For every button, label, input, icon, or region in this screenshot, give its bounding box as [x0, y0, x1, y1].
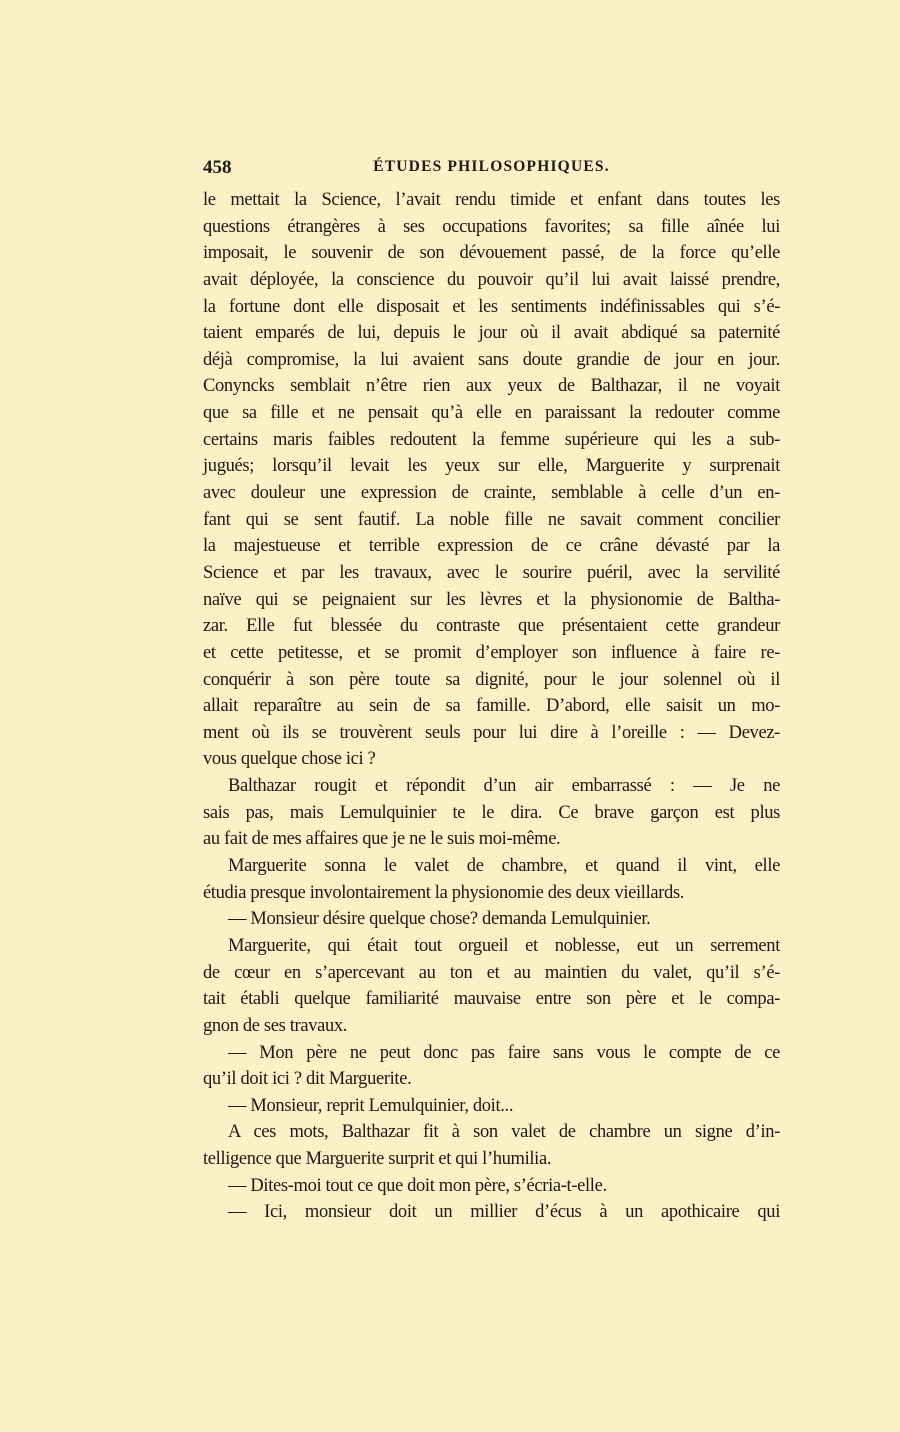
- text-line: que sa fille et ne pensait qu’à elle en paraissant la redouter comme: [203, 403, 780, 424]
- text-line: — Dites-moi tout ce que doit mon père, s’écria-t-elle.: [228, 1175, 607, 1196]
- running-header: [203, 157, 780, 183]
- text-line: et cette petitesse, et se promit d’employer son influence à faire re-: [203, 642, 780, 663]
- text-line: zar. Elle fut blessée du contraste que présentaient cette grandeur: [203, 616, 780, 637]
- page-number: 458: [203, 157, 232, 178]
- text-line: telligence que Marguerite surprit et qui l’humilia.: [203, 1149, 552, 1170]
- text-line: taient emparés de lui, depuis le jour où il avait abdiqué sa paternité: [203, 323, 780, 344]
- text-line: — Monsieur désire quelque chose? demanda Lemulquinier.: [228, 909, 651, 930]
- text-line: de cœur en s’apercevant au ton et au maintien du valet, qu’il s’é-: [203, 962, 780, 983]
- page-body-text: [203, 187, 780, 1226]
- text-line: la fortune dont elle disposait et les sentiments indéfinissables qui s’é-: [203, 296, 780, 317]
- text-line: A ces mots, Balthazar fit à son valet de chambre un signe d’in-: [228, 1122, 780, 1143]
- text-line: étudia presque involontairement la physionomie des deux vieillards.: [203, 882, 685, 903]
- text-line: Marguerite, qui était tout orgueil et noblesse, eut un serrement: [228, 935, 780, 956]
- text-line: la majestueuse et terrible expression de ce crâne dévasté par la: [203, 536, 780, 557]
- text-line: certains maris faibles redoutent la femme supérieure qui les a sub-: [203, 429, 780, 450]
- text-line: Science et par les travaux, avec le sourire puéril, avec la servilité: [203, 562, 780, 583]
- text-line: allait reparaître au sein de sa famille. D’abord, elle saisit un mo-: [203, 696, 780, 717]
- text-line: jugués; lorsqu’il levait les yeux sur elle, Marguerite y surprenait: [203, 456, 780, 477]
- text-line: au fait de mes affaires que je ne le suis moi-même.: [203, 829, 561, 850]
- text-line: naïve qui se peignaient sur les lèvres et la physionomie de Baltha-: [203, 589, 780, 610]
- text-line: vous quelque chose ici ?: [203, 749, 376, 770]
- text-line: fant qui se sent fautif. La noble fille ne savait comment concilier: [203, 509, 780, 530]
- text-line: avait déployée, la conscience du pouvoir qu’il lui avait laissé prendre,: [203, 269, 780, 290]
- text-line: Balthazar rougit et répondit d’un air embarrassé : — Je ne: [228, 776, 780, 797]
- text-line: imposait, le souvenir de son dévouement passé, de la force qu’elle: [203, 243, 780, 264]
- text-line: ment où ils se trouvèrent seuls pour lui dire à l’oreille : — Devez-: [203, 722, 780, 743]
- text-line: sais pas, mais Lemulquinier te le dira. Ce brave garçon est plus: [203, 802, 780, 823]
- text-line: — Monsieur, reprit Lemulquinier, doit...: [228, 1095, 514, 1116]
- text-line: — Mon père ne peut donc pas faire sans vous le compte de ce: [228, 1042, 780, 1063]
- text-line: Conyncks semblait n’être rien aux yeux de Balthazar, il ne voyait: [203, 376, 780, 397]
- text-line: gnon de ses travaux.: [203, 1015, 348, 1036]
- text-line: qu’il doit ici ? dit Marguerite.: [203, 1069, 412, 1090]
- text-line: questions étrangères à ses occupations favorites; sa fille aînée lui: [203, 216, 780, 237]
- text-line: conquérir à son père toute sa dignité, pour le jour solennel où il: [203, 669, 780, 690]
- text-line: avec douleur une expression de crainte, semblable à celle d’un en-: [203, 483, 780, 504]
- text-line: tait établi quelque familiarité mauvaise entre son père et le compa-: [203, 989, 780, 1010]
- running-title: ÉTUDES PHILOSOPHIQUES.: [373, 158, 610, 175]
- text-line: le mettait la Science, l’avait rendu timide et enfant dans toutes les: [203, 190, 780, 210]
- text-line: Marguerite sonna le valet de chambre, et quand il vint, elle: [228, 856, 780, 877]
- text-line: — Ici, monsieur doit un millier d’écus à un apothicaire qui: [228, 1202, 780, 1223]
- text-line: déjà compromise, la lui avaient sans doute grandie de jour en jour.: [203, 349, 780, 370]
